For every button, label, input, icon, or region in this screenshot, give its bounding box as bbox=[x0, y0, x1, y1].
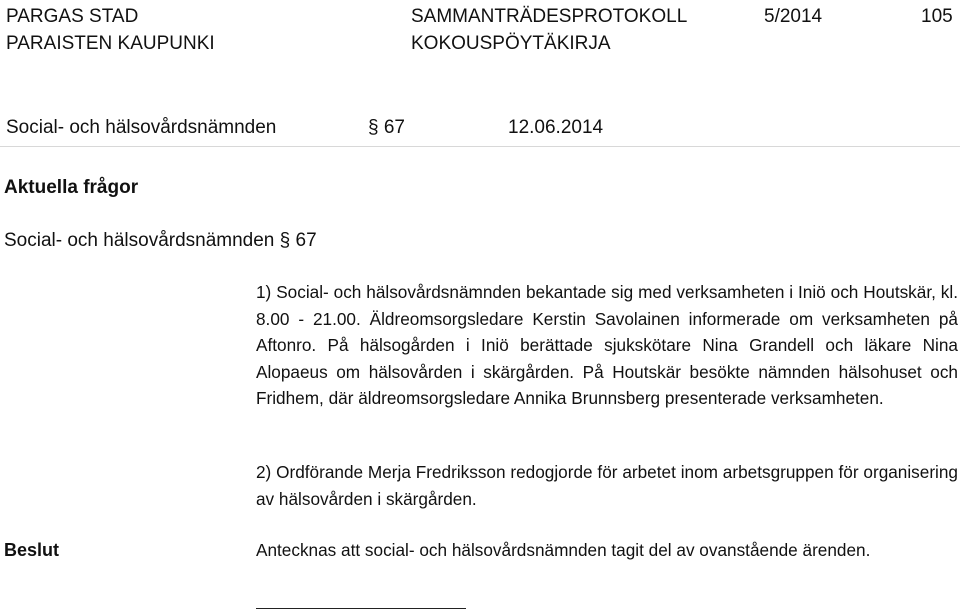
signature-line bbox=[256, 608, 466, 609]
board-name: Social- och hälsovårdsnämnden bbox=[6, 117, 277, 138]
header-divider bbox=[0, 146, 960, 147]
decision-text: Antecknas att social- och hälsovårdsnämnden tagit del av ovanstående ärenden. bbox=[256, 540, 871, 560]
section-number: § 67 bbox=[368, 117, 405, 138]
meeting-date: 12.06.2014 bbox=[508, 117, 604, 138]
body-paragraph-2 bbox=[256, 459, 958, 512]
organization-name-finnish: PARAISTEN KAUPUNKI bbox=[6, 33, 215, 54]
body-paragraph-1 bbox=[256, 279, 958, 412]
organization-name-swedish: PARGAS STAD bbox=[6, 6, 139, 27]
body-paragraph-1-text: 1) Social- och hälsovårdsnämnden bekantade sig med verksamheten i Iniö och Houtskär, kl. 8.00 - 21.00. Äldreomsorgsledare Kerstin Savolainen informerade om verksamheten på Aftonro. På hälsogården i Iniö berättade sjukskötare Nina Grandell och läkare Nina Alopaeus om hälsovården i skärgården. På Houtskär besökte nämnden hälsohuset och Fridhem, där äldreomsorgsledare Annika Brunnsberg presenterade verksamheten. bbox=[256, 282, 958, 408]
body-paragraph-2-text: 2) Ordförande Merja Fredriksson redogjorde för arbetet inom arbetsgruppen för organisering av hälsovården i skärgården. bbox=[256, 462, 958, 509]
document-type-swedish: SAMMANTRÄDESPROTOKOLL bbox=[411, 6, 688, 27]
page-number: 105 bbox=[921, 6, 953, 27]
item-heading: Aktuella frågor bbox=[4, 177, 139, 198]
decision-label: Beslut bbox=[4, 540, 60, 560]
document-type-finnish: KOKOUSPÖYTÄKIRJA bbox=[411, 33, 611, 54]
protocol-issue: 5/2014 bbox=[764, 6, 823, 27]
item-reference: Social- och hälsovårdsnämnden § 67 bbox=[4, 230, 317, 251]
